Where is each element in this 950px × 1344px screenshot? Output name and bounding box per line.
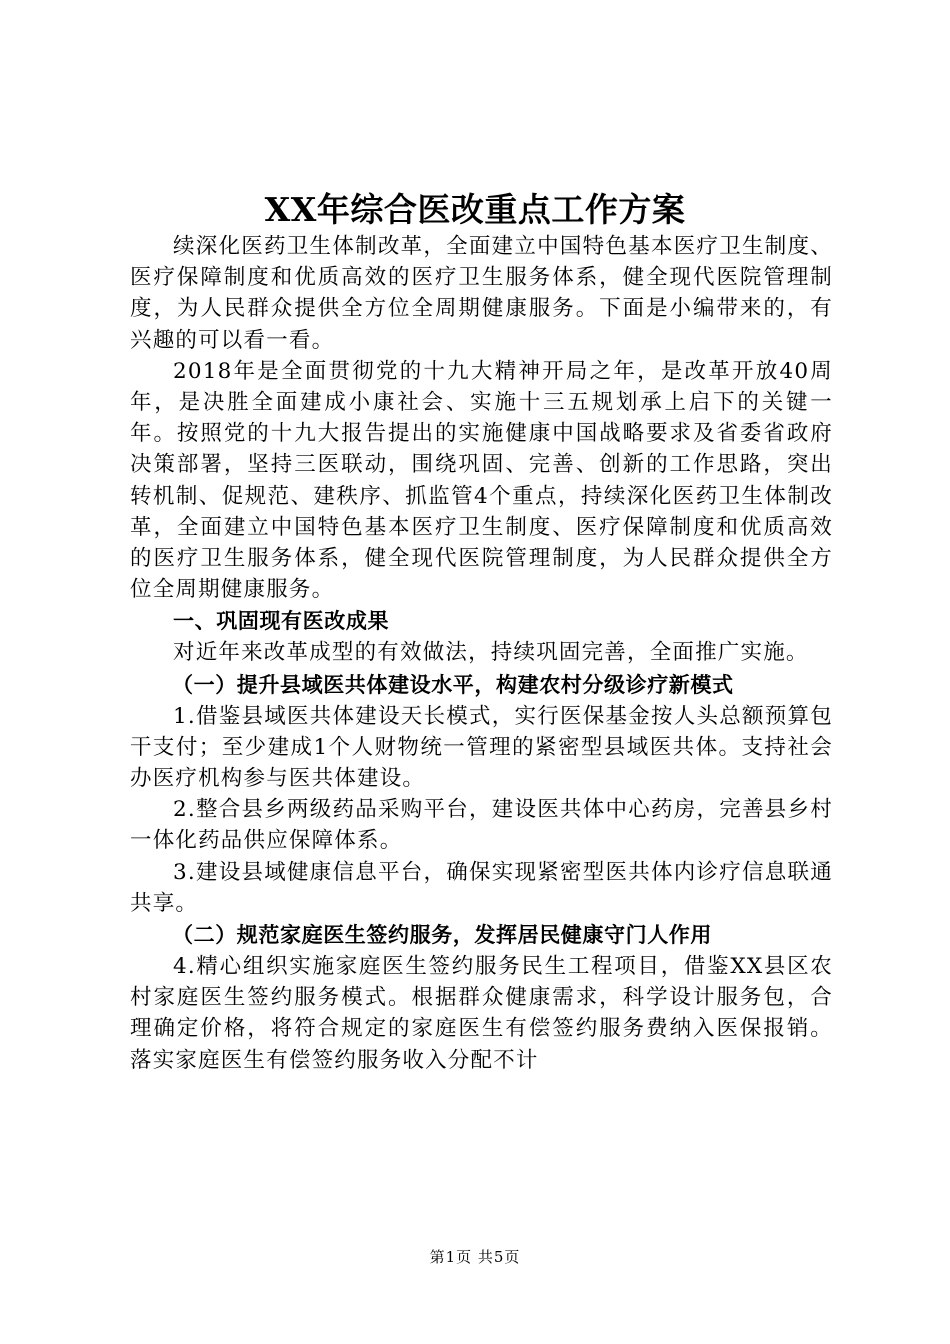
page-number: 第1页: [429, 1248, 473, 1266]
document-title: XX年综合医改重点工作方案: [264, 190, 686, 229]
list-item-4: 4.精心组织实施家庭医生签约服务民生工程项目，借鉴XX县区农村家庭医生签约服务模式。根据群众健康需求，科学设计服务包，合理确定价格，将符合规定的家庭医生有偿签约服务费纳入医保报销。落实家庭医生有偿签约服务收入分配不计: [130, 954, 833, 1073]
list-item-3: 3.建设县域健康信息平台，确保实现紧密型医共体内诊疗信息联通共享。: [130, 859, 833, 916]
section-1-paragraph: 对近年来改革成型的有效做法，持续巩固完善，全面推广实施。: [173, 640, 809, 666]
intro-paragraph: 续深化医药卫生体制改革，全面建立中国特色基本医疗卫生制度、医疗保障制度和优质高效的医疗卫生服务体系，健全现代医院管理制度，为人民群众提供全方位全周期健康服务。下面是小编带来的，有兴趣的可以看一看。: [130, 234, 833, 353]
section-heading-1: 一、巩固现有医改成果: [173, 609, 390, 634]
page-footer: [0, 1246, 950, 1267]
page-total: 共5页: [477, 1248, 521, 1266]
list-item-2: 2.整合县乡两级药品采购平台，建设医共体中心药房，完善县乡村一体化药品供应保障体系。: [130, 797, 833, 854]
subsection-heading-2: （二）规范家庭医生签约服务，发挥居民健康守门人作用: [172, 923, 712, 948]
list-item-1: 1.借鉴县域医共体建设天长模式，实行医保基金按人头总额预算包干支付；至少建成1个人财物统一管理的紧密型县域医共体。支持社会办医疗机构参与医共体建设。: [130, 703, 833, 792]
subsection-heading-1: （一）提升县域医共体建设水平，构建农村分级诊疗新模式: [172, 672, 734, 697]
document-body: [130, 231, 833, 1076]
background-paragraph: 2018年是全面贯彻党的十九大精神开局之年，是改革开放40周年，是决胜全面建成小康社会、实施十三五规划承上启下的关键一年。按照党的十九大报告提出的实施健康中国战略要求及省委省政府决策部署，坚持三医联动，围绕巩固、完善、创新的工作思路，突出转机制、促规范、建秩序、抓监管4个重点，持续深化医药卫生体制改革，全面建立中国特色基本医疗卫生制度、医疗保障制度和优质高效的医疗卫生服务体系，健全现代医院管理制度，为人民群众提供全方位全周期健康服务。: [130, 358, 833, 603]
